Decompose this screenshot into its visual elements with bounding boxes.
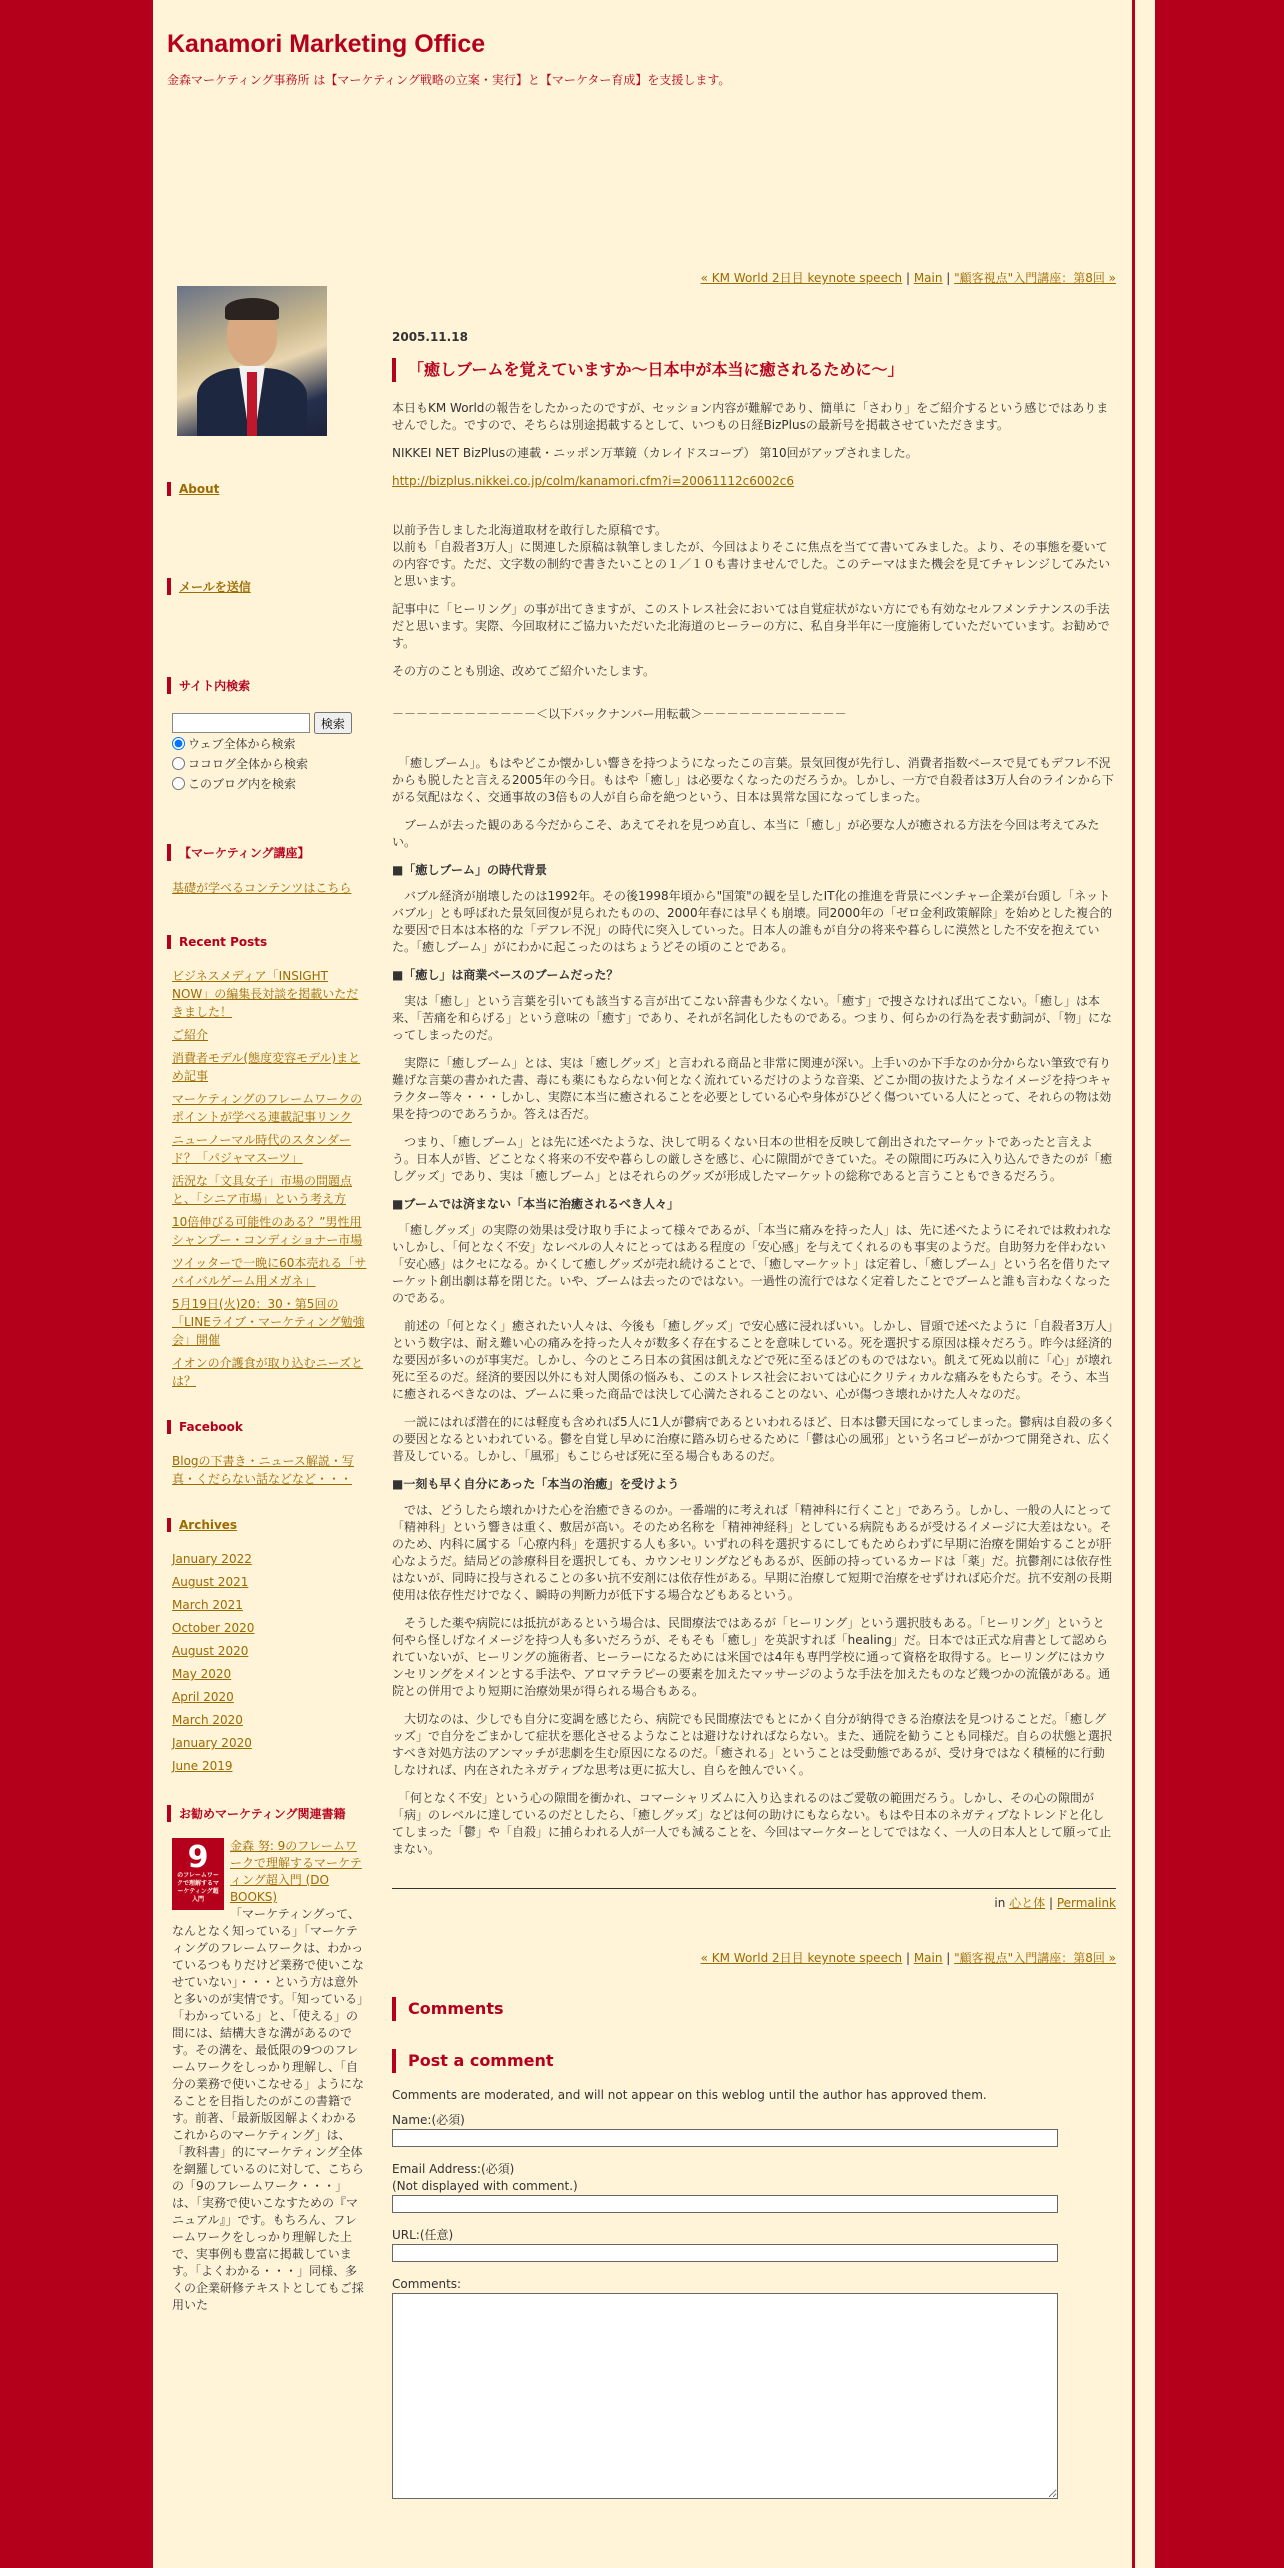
entry-paragraph: つまり、「癒しブーム」とは先に述べたような、決して明るくない日本の世相を反映して創出されたマーケットであったと言えよう。日本人が皆、どことなく将来の不安や暮らしの厳しさを感じ、心に隙間ができていた。その隙間に巧みに入り込んできたのが「癒しグッズ」であり、実は「癒しブーム」とはそれらのグッズが形成したマーケットの総称であると言うこともできるだろう。 xyxy=(392,1135,1113,1183)
permalink-link[interactable]: Permalink xyxy=(1056,1896,1116,1910)
entry-title: 「癒しブームを覚えていますか～日本中が本当に癒されるために～」 xyxy=(392,358,1116,382)
recent-post-link[interactable]: ツイッターで一晩に60本売れる「サバイバルゲーム用メガネ」 xyxy=(172,1256,367,1288)
archive-month-link[interactable]: January 2022 xyxy=(172,1552,252,1566)
next-entry-link[interactable]: "顧客視点"入門講座：第8回 » xyxy=(954,1951,1116,1965)
archive-month-link[interactable]: August 2021 xyxy=(172,1575,249,1589)
archive-month-link[interactable]: June 2019 xyxy=(172,1759,233,1773)
entry-paragraph: では、どうしたら壊れかけた心を治癒できるのか。一番端的に考えれば「精神科に行くこと」であろう。しかし、一般の人にとって「精神科」という響きは重く、敷居が高い。そのため名称を「精神神経科」としている病院もあるが受けるイメージに大差はない。そのため、内科に属する「心療内科」を選択する人も多い。いずれの科を選択するにしてもためらわずに早期に治療を開始することが肝心なようだ。結局どの診療科目を選択しても、カウンセリングなどもあるが、医師の持っているカードは「薬」だ。抗鬱剤には依存性はないが、同時に投与されることの多い抗不安剤には依存性がある。早期に治療して短期で治療をせずければ応介だ。抗不安剤の長期使用は依存性だけでなく、瞬時の判断力が低下する場合などもあるという。 xyxy=(392,1503,1113,1602)
book-widget xyxy=(167,1838,367,2314)
archives-link[interactable]: Archives xyxy=(179,1518,238,1532)
search-heading: サイト内検索 xyxy=(167,677,367,694)
email-field[interactable] xyxy=(392,2195,1058,2213)
entry-nav-top: « KM World 2日目 keynote speech | Main | "顧客視点"入門講座：第8回 » xyxy=(700,271,1116,285)
radio-web[interactable] xyxy=(172,737,185,750)
recent-post-link[interactable]: 10倍伸びる可能性のある？”男性用シャンプー・コンディショナー市場 xyxy=(172,1215,363,1247)
url-field[interactable] xyxy=(392,2244,1058,2262)
entry-paragraph: 実は「癒し」という言葉を引いても該当する言が出てこない辞書も少なくない。「癒す」で捜さなければ出てこない。「癒し」は本来、「苦痛を和らげる」という意味の「癒す」であり、それが名詞化したものである。つまり、何らかの行為を表す動詞が、「物」になってしまったのだ。 xyxy=(392,994,1113,1042)
entry-paragraph: 「癒しグッズ」の実際の効果は受け取り手によって様々であるが、「本当に痛みを持った人」は、先に述べたようにそれでは救われないしかし、「何となく不安」なレベルの人々にとってはある程度の「安心感」を与えてくれるのも事実のようだ。自助努力を伴わない「安心感」はクセになる。かくして癒しグッズが売れ続けることで、「癒しマーケット」は定着し、「癒しブーム」という名を借りたマーケット創出劇は幕を閉じた。いや、ブームは去ったのではない。一過性の流行ではなく定着したことでブームと誰も言わなくなったのである。 xyxy=(392,1223,1112,1305)
course-heading: 【マーケティング講座】 xyxy=(167,844,367,861)
search-scope xyxy=(167,734,367,794)
archive-month-link[interactable]: May 2020 xyxy=(172,1667,232,1681)
entry-paragraph: バブル経済が崩壊したのは1992年。その後1998年頃から"国策"の観を呈したIT化の推進を背景にベンチャー企業が台頭し「ネットバブル」とも呼ばれた景気回復が見られたものの、2000年春には早くも崩壊。同2000年の「ゼロ金利政策解除」を始めとした複合的な要因で日本は本格的な「デフレ不況」の時代に突入していった。日本人の誰もが自分の将来や暮らしに漠然とした不安を抱えていた。「癒しブーム」がにわかに起こったのはちょうどその頃のことである。 xyxy=(392,889,1113,954)
site-description: 金森マーケティング事務所 は【マーケティング戦略の立案・実行】と【マーケター育成】を支援します。 xyxy=(167,73,731,87)
next-entry-link[interactable]: "顧客視点"入門講座：第8回 » xyxy=(954,271,1116,285)
entry-paragraph: 「癒しブーム」。もはやどこか懐かしい響きを持つようになったこの言葉。景気回復が先行し、消費者指数ベースで見てもデフレ不況からも脱したと言える2005年の今日。もはや「癒し」は必要なくなったのだろうか。しかし、一方で自殺者は3万人台のラインから下がる気配はなく、交通事故の3倍もの人が自ら命を絶つという、日本は異常な国になってしまった。 xyxy=(392,756,1114,804)
url-label: URL:(任意) xyxy=(392,2228,454,2242)
book-cover-image[interactable]: 9 のフレームワークで理解するマーケティング超入門 xyxy=(172,1838,224,1910)
book-description: 「マーケティングって、なんとなく知っている」「マーケティングのフレームワークは、わかっているつもりだけど業務で使いこなせていない」・・・という方は意外と多いのが実情です。「知っている」「わかっている」と、「使える」の間には、結構大きな溝があるのです。その溝を、最低限の9つのフレームワークをしっかり理解し、「自分の業務で使いこなせる」ようになることを目指したのがこの書籍です。前著、「最新版図解よくわかるこれからのマーケティング」は、「教科書」的にマーケティング全体を網羅しているのに対して、こちらの「9のフレームワーク・・・」は、「実務で使いこなすための『マニュアル』」です。もちろん、フレームワークをしっかり理解した上で、実事例も豊富に掲載しています。「よくわかる・・・」同様、多くの企業研修テキストとしてもご採用いた xyxy=(172,1907,365,2312)
search-scope-web[interactable]: ウェブ全体から検索 xyxy=(172,734,367,754)
site-title[interactable]: Kanamori Marketing Office xyxy=(167,30,486,58)
comments-heading: Comments xyxy=(392,1997,1116,2021)
facebook-link[interactable]: Blogの下書き・ニュース解説・写真・くだらない話などなど・・・ xyxy=(172,1454,354,1486)
archive-month-link[interactable]: April 2020 xyxy=(172,1690,234,1704)
prev-entry-link[interactable]: « KM World 2日目 keynote speech xyxy=(700,1951,903,1965)
main-link[interactable]: Main xyxy=(913,1951,943,1965)
recent-post-link[interactable]: イオンの介護食が取り込むニーズとは？ xyxy=(172,1356,364,1388)
recent-post-link[interactable]: 消費者モデル(態度変容モデル)まとめ記事 xyxy=(172,1051,361,1083)
about-heading xyxy=(167,482,367,496)
entry-paragraph: 記事中に「ヒーリング」の事が出てきますが、このストレス社会においては自覚症状がない方にでも有効なセルフメンテナンスの手法だと思います。実際、今回取材にご協力いただいた北海道のヒーラーの方に、私自身半年に一度施術していただいています。お勧めです。 xyxy=(392,602,1110,650)
archive-month-link[interactable]: March 2020 xyxy=(172,1713,243,1727)
book-title-link[interactable]: 金森 努: 9のフレームワークで理解するマーケティング超入門 (DO BOOKS) xyxy=(230,1839,362,1904)
recent-posts-list xyxy=(167,967,367,1390)
email-note: (Not displayed with comment.) xyxy=(392,2179,578,2193)
entry-body xyxy=(392,400,1116,1858)
course-link[interactable]: 基礎が学べるコンテンツはこちら xyxy=(172,881,352,895)
recent-post-link[interactable]: 活況な「文具女子」市場の問題点と、「シニア市場」という考え方 xyxy=(172,1174,353,1206)
section-heading: ■ブームでは済まない「本当に治癒されるべき人々」 xyxy=(392,1197,679,1211)
entry-paragraph: その方のことも別途、改めてご紹介いたします。 xyxy=(392,664,656,678)
archive-month-link[interactable]: August 2020 xyxy=(172,1644,249,1658)
archive-month-link[interactable]: March 2021 xyxy=(172,1598,243,1612)
section-heading: ■「癒し」は商業ベースのブームだった？ xyxy=(392,968,619,982)
email-label: Email Address:(必須) xyxy=(392,2162,515,2176)
entry-paragraph: 前述の「何となく」癒されたい人々は、今後も「癒しグッズ」で安心感に浸ればいい。しかし、冒頭で述べたように「自殺者3万人」という数字は、耐え難い心の痛みを持った人々が数多く存在することを意味している。死を選択する原因は様々だろう。昨今は経済的な要因が多いのが事実だ。しかし、今のところ日本の貧困は飢えなどで死に至るほどのものではない。飢えて死ぬ以前に「心」が壊れ死に至るのだ。経済的要因以外にも対人関係の悩みも、このストレス社会においては心にクリティカルな痛みをもたらす。そう、本当に癒されるべきなのは、ブームに乗った商品では決して心満たされることのない、心が傷つき壊れかけた人々なのだ。 xyxy=(392,1319,1114,1401)
bizplus-link[interactable]: http://bizplus.nikkei.co.jp/colm/kanamori.cfm?i=20061112c6002c6 xyxy=(392,474,794,488)
category-link[interactable]: 心と体 xyxy=(1009,1896,1046,1910)
comment-notice: Comments are moderated, and will not appear on this weblog until the author has approved them. xyxy=(392,2088,987,2102)
facebook-heading: Facebook xyxy=(167,1420,367,1434)
recent-posts-heading: Recent Posts xyxy=(167,935,367,949)
about-link[interactable]: About xyxy=(179,482,220,496)
send-mail-link[interactable]: メールを送信 xyxy=(179,580,251,594)
entry-paragraph: ブームが去った観のある今だからこそ、あえてそれを見つめ直し、本当に「癒し」が必要な人が癒される方法を今回は考えてみたい。 xyxy=(392,818,1100,849)
recent-post-link[interactable]: ご紹介 xyxy=(172,1028,209,1042)
backnumber-divider: －－－－－－－－－－－－＜以下バックナンバー用転載＞－－－－－－－－－－－－ xyxy=(392,707,847,721)
entry-paragraph: 以前予告しました北海道取材を敢行した原稿です。 以前も「自殺者3万人」に関連した原稿は執筆しましたが、今回はよりそこに焦点を当てて書いてみました。より、その事態を憂いての内容です。ただ、文字数の制約で書きたいことの１／１０も書けませんでした。このテーマはまた機会を見てチャレンジしてみたいと思います。 xyxy=(392,523,1111,588)
comments-textarea[interactable] xyxy=(392,2293,1058,2499)
main-link[interactable]: Main xyxy=(913,271,943,285)
page-container xyxy=(153,0,1132,2568)
archives-heading xyxy=(167,1518,367,1532)
archive-month-link[interactable]: October 2020 xyxy=(172,1621,255,1635)
facebook-list xyxy=(167,1452,367,1488)
section-heading: ■「癒しブーム」の時代背景 xyxy=(392,863,547,877)
name-field[interactable] xyxy=(392,2129,1058,2147)
search-scope-blog[interactable]: このブログ内を検索 xyxy=(172,774,367,794)
radio-blog[interactable] xyxy=(172,777,185,790)
right-stripe xyxy=(1135,0,1155,2568)
search-input[interactable] xyxy=(172,713,310,733)
recent-post-link[interactable]: ニューノーマル時代のスタンダード？「パジャマスーツ」 xyxy=(172,1133,351,1165)
recent-post-link[interactable]: マーケティングのフレームワークのポイントが学べる連載記事リンク xyxy=(172,1092,363,1124)
search-button[interactable]: 検索 xyxy=(314,712,352,734)
banner xyxy=(167,30,1107,88)
recent-post-link[interactable]: 5月19日(火)20：30・第5回の「LINEライブ・マーケティング勉強会」開催 xyxy=(172,1297,365,1347)
radio-cocolog[interactable] xyxy=(172,757,185,770)
entry-footer: in 心と体 | Permalink xyxy=(392,1888,1116,1912)
entry-paragraph: そうした薬や病院には抵抗があるという場合は、民間療法ではあるが「ヒーリング」という選択肢もある。「ヒーリング」というと何やら怪しげなイメージを持つ人も多いだろうが、そもそも「癒し」を英訳すれば「healing」だ。日本では正式な肩書として認められていないが、ヒーリングの施術者、ヒーラーになるためには米国では4年も専門学校に通って資格を取得する。ヒーリングにはカウンセリングをメインとする手法や、アロマテラピーの要素を加えたマッサージのような手法を加えたものなど幾つかの流儀がある。通院との併用でより短期に治療効果が得られる場合もある。 xyxy=(392,1616,1111,1698)
main-content xyxy=(392,270,1116,2499)
sidebar xyxy=(167,286,367,2314)
prev-entry-link[interactable]: « KM World 2日目 keynote speech xyxy=(700,271,903,285)
comments-label: Comments: xyxy=(392,2277,462,2291)
search-form xyxy=(167,712,367,734)
profile-photo xyxy=(177,286,327,436)
entry-paragraph: 大切なのは、少しでも自分に変調を感じたら、病院でも民間療法でもとにかく自分が納得できる治療法を見つけることだ。「癒しグッズ」で自分をごまかして症状を悪化させるようなことは避けなければならない。また、通院を勧うことも同様だ。自らの状態と選択すべき対処方法のアンマッチが悲劇を生む原因になるのだ。「癒される」ということは受動態であるが、受け身ではなく積極的に行動しなければ、内在されたネガティブな思考は更に拡大し、自らを蝕んでいく。 xyxy=(392,1712,1113,1777)
search-scope-cocolog[interactable]: ココログ全体から検索 xyxy=(172,754,367,774)
entry-paragraph: 一説にはれば潜在的には軽度も含めれば5人に1人が鬱病であるといわれるほど、日本は鬱天国になってしまった。鬱病は自殺の多くの要因となるといわれている。鬱を自覚し早めに治療に踏み切らせるために「鬱は心の風邪」という名コピーがかつて開発され、広く普及している。しかし、「風邪」もこじらせば死に至る場合もあるのだ。 xyxy=(392,1415,1116,1463)
course-list xyxy=(167,879,367,897)
entry-paragraph: 「何となく不安」という心の隙間を衝かれ、コマーシャリズムに入り込まれるのはご愛敬の範囲だろう。しかし、その心の隙間が「病」のレベルに達しているのだとしたら、「癒しグッズ」などは何の助けにもならない。もはや日本のネガティブなトレンドと化してしまった「鬱」や「自殺」に捕らわれる人が一人でも減ることを、今回はマーケターとしてではなく、一人の日本人として願って止まない。 xyxy=(392,1791,1112,1856)
name-label: Name:(必須) xyxy=(392,2113,465,2127)
entry-nav-bottom: « KM World 2日目 keynote speech | Main | "顧客視点"入門講座：第8回 » xyxy=(700,1951,1116,1965)
date-header: 2005.11.18 xyxy=(392,330,468,344)
archives-list xyxy=(167,1550,367,1775)
archive-month-link[interactable]: January 2020 xyxy=(172,1736,252,1750)
post-comment-heading: Post a comment xyxy=(392,2049,1116,2073)
recent-post-link[interactable]: ビジネスメディア「INSIGHT NOW」の編集長対談を掲載いただきました！ xyxy=(172,969,359,1019)
entry-paragraph: NIKKEI NET BizPlusの連載・ニッポン万華鏡（カレイドスコープ） 第10回がアップされました。 xyxy=(392,446,918,460)
entry-paragraph: 実際に「癒しブーム」とは、実は「癒しグッズ」と言われる商品と非常に関連が深い。上手いのか下手なのか分からない筆致で有り難げな言葉の書かれた書、毒にも薬にもならない何となく流れているだけのような音楽、どこか間の抜けたようなイメージを持つキャラクター等々・・・しかし、実際に本当に癒されることを必要としている心や身体がひどく傷ついている人にとって、それらの物は効果を持つのであろうか。答えは否だ。 xyxy=(392,1056,1112,1121)
entry-paragraph: 本日もKM Worldの報告をしたかったのですが、セッション内容が難解であり、簡単に「さわり」をご紹介するという感じではありませんでした。ですので、そちらは別途掲載するとして、いつもの日経BizPlusの最新号を掲載させていただきます。 xyxy=(392,401,1109,432)
books-heading: お勧めマーケティング関連書籍 xyxy=(167,1805,367,1822)
mail-heading xyxy=(167,578,367,595)
section-heading: ■一刻も早く自分にあった「本当の治癒」を受けよう xyxy=(392,1477,680,1491)
